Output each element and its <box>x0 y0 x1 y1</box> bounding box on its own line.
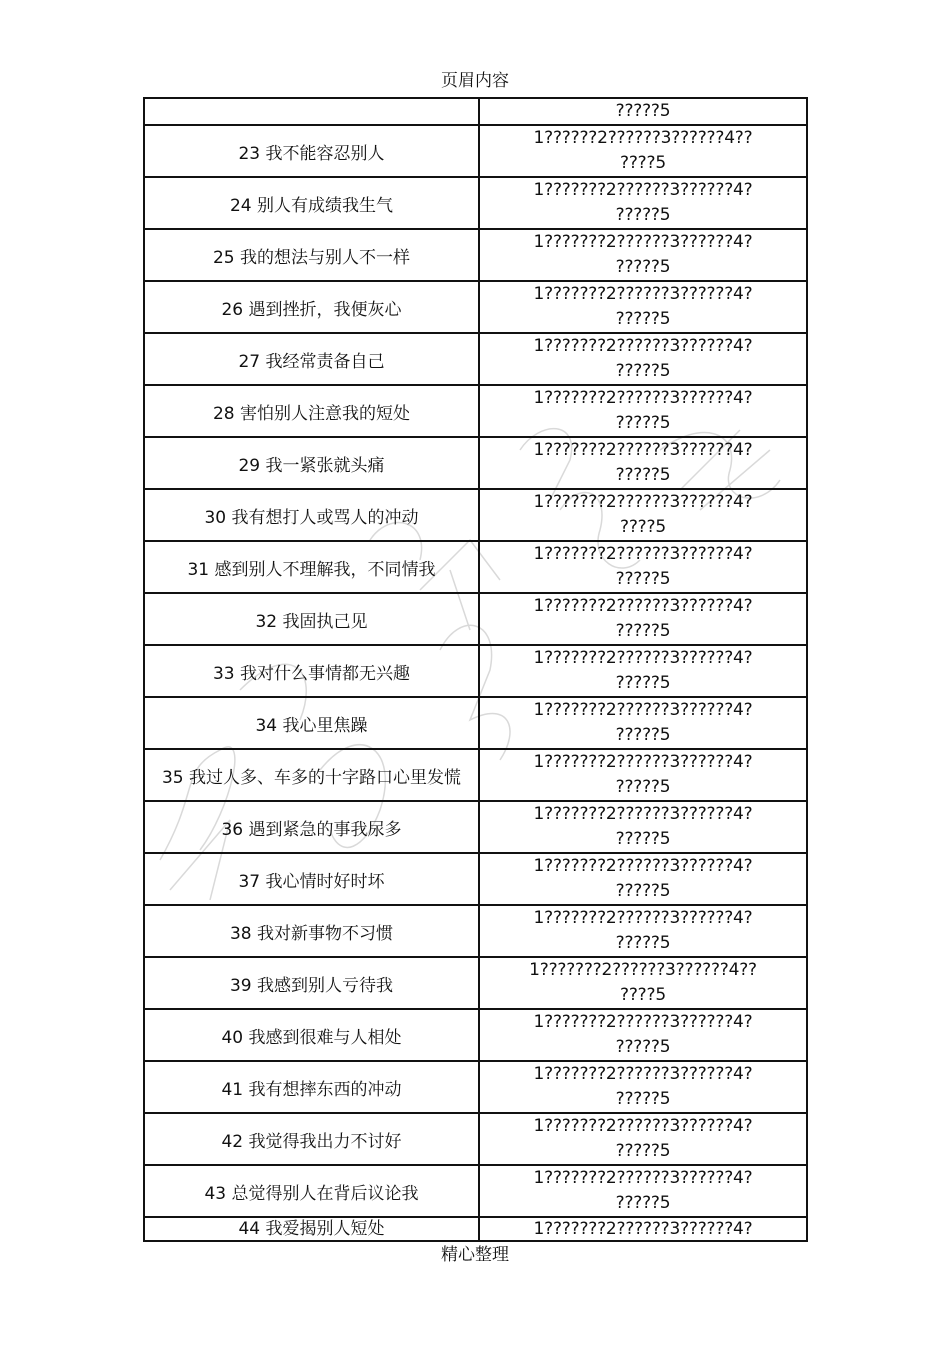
table-row <box>144 645 807 697</box>
question-cell: 35 我过人多、车多的十字路口心里发慌 <box>144 749 479 801</box>
scale-line: 1???????2??????3??????4? <box>533 908 753 928</box>
question-cell: 33 我对什么事情都无兴趣 <box>144 645 479 697</box>
scale-line: 1???????2??????3??????4?? <box>529 960 757 980</box>
scale-cell <box>479 1113 807 1165</box>
scale-line: 1???????2??????3??????4? <box>533 336 753 356</box>
question-cell: 37 我心情时好时坏 <box>144 853 479 905</box>
scale-line: ?????5 <box>615 725 671 745</box>
scale-line: 1???????2??????3??????4? <box>533 232 753 252</box>
scale-line: 1???????2??????3??????4? <box>533 1168 753 1188</box>
table-row <box>144 333 807 385</box>
scale-line: 1???????2??????3??????4? <box>533 1116 753 1136</box>
scale-line: ?????5 <box>615 829 671 849</box>
table-row <box>144 1165 807 1217</box>
scale-cell <box>479 541 807 593</box>
scale-line: ?????5 <box>615 1037 671 1057</box>
scale-line: ?????5 <box>615 1089 671 1109</box>
table-row <box>144 853 807 905</box>
scale-cell <box>479 1217 807 1241</box>
table-row <box>144 541 807 593</box>
question-cell <box>144 98 479 125</box>
table-row <box>144 385 807 437</box>
scale-line: 1???????2??????3??????4? <box>533 440 753 460</box>
question-cell: 42 我觉得我出力不讨好 <box>144 1113 479 1165</box>
question-cell: 34 我心里焦躁 <box>144 697 479 749</box>
question-cell: 44 我爱揭别人短处 <box>144 1217 479 1241</box>
scale-cell <box>479 801 807 853</box>
question-cell: 29 我一紧张就头痛 <box>144 437 479 489</box>
scale-line: ?????5 <box>615 1141 671 1161</box>
page-footer: 精心整理 <box>441 1245 509 1265</box>
question-cell: 36 遇到紧急的事我尿多 <box>144 801 479 853</box>
table-row <box>144 957 807 1009</box>
scale-line: 1???????2??????3??????4? <box>533 752 753 772</box>
scale-line: ?????5 <box>615 933 671 953</box>
scale-cell <box>479 853 807 905</box>
scale-line: 1???????2??????3??????4? <box>533 596 753 616</box>
question-cell: 32 我固执己见 <box>144 593 479 645</box>
table-row <box>144 905 807 957</box>
scale-line: ?????5 <box>615 881 671 901</box>
scale-line: 1???????2??????3??????4? <box>533 804 753 824</box>
table-row <box>144 697 807 749</box>
table-row <box>144 1113 807 1165</box>
scale-cell <box>479 385 807 437</box>
scale-line: ?????5 <box>615 205 671 225</box>
scale-line: 1???????2??????3??????4? <box>533 388 753 408</box>
scale-line: ?????5 <box>615 257 671 277</box>
table-row <box>144 1061 807 1113</box>
scale-line: 1??????2??????3??????4?? <box>533 128 753 148</box>
scale-cell <box>479 645 807 697</box>
table-row <box>144 1009 807 1061</box>
question-cell: 40 我感到很难与人相处 <box>144 1009 479 1061</box>
scale-line: ?????5 <box>615 309 671 329</box>
table-row <box>144 489 807 541</box>
scale-cell <box>479 437 807 489</box>
table-row <box>144 229 807 281</box>
scale-cell <box>479 229 807 281</box>
scale-line: 1???????2??????3??????4? <box>533 700 753 720</box>
question-cell: 28 害怕别人注意我的短处 <box>144 385 479 437</box>
table-row <box>144 801 807 853</box>
scale-line: ?????5 <box>615 361 671 381</box>
table-row <box>144 437 807 489</box>
scale-line: 1???????2??????3??????4? <box>533 492 753 512</box>
scale-line: 1???????2??????3??????4? <box>533 180 753 200</box>
question-cell: 23 我不能容忍别人 <box>144 125 479 177</box>
table-row <box>144 749 807 801</box>
scale-line: 1???????2??????3??????4? <box>533 1219 753 1239</box>
scale-line: 1???????2??????3??????4? <box>533 1012 753 1032</box>
scale-cell <box>479 593 807 645</box>
question-cell: 27 我经常责备自己 <box>144 333 479 385</box>
table-row <box>144 1217 807 1241</box>
scale-cell <box>479 697 807 749</box>
question-cell: 39 我感到别人亏待我 <box>144 957 479 1009</box>
scale-cell <box>479 905 807 957</box>
scale-line: ????5 <box>620 985 666 1005</box>
question-cell: 26 遇到挫折，我便灰心 <box>144 281 479 333</box>
scale-cell <box>479 1009 807 1061</box>
scale-line: ?????5 <box>615 777 671 797</box>
question-cell: 31 感到别人不理解我，不同情我 <box>144 541 479 593</box>
scale-cell <box>479 1165 807 1217</box>
question-cell: 43 总觉得别人在背后议论我 <box>144 1165 479 1217</box>
scale-cell: ?????5 <box>479 98 807 125</box>
question-cell: 30 我有想打人或骂人的冲动 <box>144 489 479 541</box>
scale-cell <box>479 1061 807 1113</box>
question-cell: 41 我有想摔东西的冲动 <box>144 1061 479 1113</box>
survey-table <box>143 97 808 1242</box>
scale-line: ?????5 <box>615 465 671 485</box>
question-cell: 25 我的想法与别人不一样 <box>144 229 479 281</box>
question-cell: 38 我对新事物不习惯 <box>144 905 479 957</box>
scale-cell <box>479 281 807 333</box>
scale-line: ????5 <box>620 517 666 537</box>
scale-cell <box>479 125 807 177</box>
table-row <box>144 177 807 229</box>
question-cell: 24 别人有成绩我生气 <box>144 177 479 229</box>
scale-line: ????5 <box>620 153 666 173</box>
table-row <box>144 125 807 177</box>
scale-line: 1???????2??????3??????4? <box>533 284 753 304</box>
scale-cell <box>479 177 807 229</box>
table-row <box>144 593 807 645</box>
page-header: 页眉内容 <box>441 71 509 91</box>
scale-line: 1???????2??????3??????4? <box>533 648 753 668</box>
scale-line: 1???????2??????3??????4? <box>533 1064 753 1084</box>
table-row <box>144 98 807 125</box>
table-row <box>144 281 807 333</box>
scale-cell <box>479 957 807 1009</box>
scale-cell <box>479 749 807 801</box>
scale-line: 1???????2??????3??????4? <box>533 856 753 876</box>
scale-line: ?????5 <box>615 621 671 641</box>
scale-line: ?????5 <box>615 1193 671 1213</box>
scale-line: ?????5 <box>615 673 671 693</box>
scale-cell <box>479 489 807 541</box>
scale-line: ?????5 <box>615 413 671 433</box>
scale-line: ?????5 <box>615 569 671 589</box>
scale-cell <box>479 333 807 385</box>
scale-line: 1???????2??????3??????4? <box>533 544 753 564</box>
